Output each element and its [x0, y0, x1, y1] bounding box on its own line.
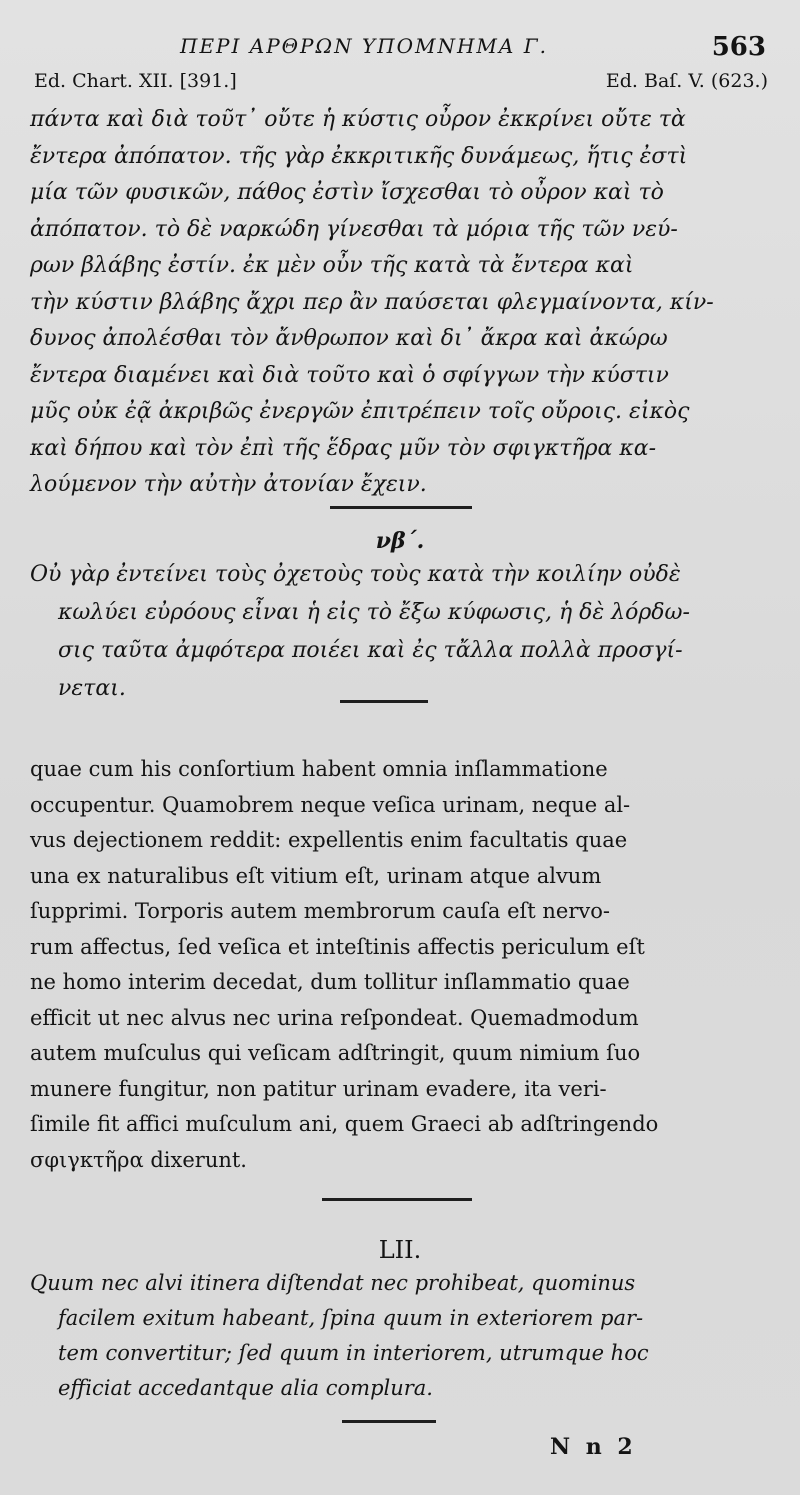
printer-signature-mark: N n 2	[550, 1434, 637, 1460]
section-divider	[342, 1420, 436, 1423]
greek-commentary	[30, 102, 768, 504]
latin-aphorism-line: tem convertitur; ſed quum in interiorem, utrumque hoc	[58, 1341, 649, 1365]
latin-aphorism-line: Quum nec alvi itinera diſtendat nec prohibeat, quominus	[30, 1271, 636, 1295]
greek-commentary-line: ἔντερα διαμένει καὶ διὰ τοῦτο καὶ ὁ σφίγγων τὴν κύστιν	[30, 362, 669, 388]
edition-chartier-reference: Ed. Chart. XII. [391.]	[34, 70, 237, 92]
greek-commentary-line: πάντα καὶ διὰ τοῦτ᾽ οὔτε ἡ κύστις οὖρον ἐκκρίνει οὔτε τὰ	[30, 107, 686, 132]
latin-commentary-line: ne homo interim decedat, dum tollitur inſlammatio quae	[30, 970, 630, 994]
section-divider	[340, 700, 428, 703]
section-divider	[330, 506, 472, 509]
greek-commentary-line: μία τῶν φυσικῶν, πάθος ἐστὶν ἴσχεσθαι τὸ οὖρον καὶ τὸ	[30, 180, 664, 205]
latin-commentary-line: vus dejectionem reddit: expellentis enim facultatis quae	[30, 828, 628, 852]
greek-section-number: νβ΄.	[375, 528, 425, 554]
greek-commentary-line: καὶ δήπου καὶ τὸν ἐπὶ τῆς ἕδρας μῦν τὸν σφιγκτῆρα κα-	[30, 435, 657, 461]
edition-basel-reference: Ed. Baſ. V. (623.)	[605, 70, 768, 92]
edition-references	[28, 70, 768, 98]
latin-commentary-line: rum affectus, ſed veſica et inteſtinis affectis periculum eſt	[30, 934, 645, 959]
latin-commentary-line: ſupprimi. Torporis autem membrorum cauſa eſt nervo-	[30, 899, 610, 923]
page-number: 563	[711, 32, 766, 62]
greek-commentary-line: δυνος ἀπολέσθαι τὸν ἄνθρωπον καὶ δι᾽ ἄκρα καὶ ἀκώρω	[30, 326, 668, 351]
greek-aphorism-line: κωλύει εὐρόους εἶναι ἡ εἰς τὸ ἔξω κύφωσις, ἡ δὲ λόρδω-	[58, 600, 690, 625]
latin-commentary-line: autem muſculus qui veſicam adſtringit, quum nimium ſuo	[30, 1041, 641, 1065]
latin-commentary-line: efficit ut nec alvus nec urina reſpondeat. Quemadmodum	[30, 1005, 639, 1030]
latin-commentary-line: σφιγκτῆρα dixerunt.	[30, 1147, 247, 1172]
greek-commentary-line: μῦς οὐκ ἐᾷ ἀκριβῶς ἐνεργῶν ἐπιτρέπειν τοῖς οὔροις. εἰκὸς	[30, 399, 690, 424]
latin-commentary-line: ſimile fit affici muſculum ani, quem Graeci ab adſtringendo	[30, 1112, 659, 1136]
running-head	[0, 26, 800, 66]
latin-commentary-line: munere fungitur, non patitur urinam evadere, ita veri-	[30, 1076, 607, 1101]
latin-commentary	[30, 752, 768, 1178]
latin-commentary-line: una ex naturalibus eſt vitium eſt, urinam atque alvum	[30, 863, 602, 888]
greek-commentary-line: ρων βλάβης ἐστίν. ἐκ μὲν οὖν τῆς κατὰ τὰ ἔντερα καὶ	[30, 253, 634, 278]
running-head-title: ΠΕΡΙ ΑΡΘΡΩΝ ΥΠΟΜΝΗΜΑ Γ.	[180, 34, 548, 58]
greek-commentary-line: ἔντερα ἀπόπατον. τῆς γὰρ ἐκκριτικῆς δυνάμεως, ἥτις ἐστὶ	[30, 143, 688, 169]
greek-aphorism-line: Οὐ γὰρ ἐντείνει τοὺς ὀχετοὺς τοὺς κατὰ τὴν κοιλίην οὐδὲ	[30, 562, 681, 587]
latin-aphorism-line: efficiat accedantque alia complura.	[58, 1376, 433, 1400]
latin-aphorism	[30, 1266, 768, 1406]
greek-aphorism-line: νεται.	[58, 676, 126, 701]
greek-aphorism	[30, 556, 768, 708]
latin-aphorism-line: facilem exitum habeant, ſpina quum in exteriorem par-	[58, 1306, 644, 1330]
greek-aphorism-line: σις ταῦτα ἀμφότερα ποιέει καὶ ἐς τἄλλα πολλὰ προσγί-	[58, 638, 683, 663]
latin-commentary-line: occupentur. Quamobrem neque veſica urinam, neque al-	[30, 792, 631, 817]
latin-commentary-line: quae cum his conſortium habent omnia inſlammatione	[30, 757, 608, 781]
greek-commentary-line: λούμενον τὴν αὐτὴν ἀτονίαν ἔχειν.	[30, 472, 427, 497]
section-divider	[322, 1198, 472, 1201]
greek-commentary-line: τὴν κύστιν βλάβης ἄχρι περ ἂν παύσεται φλεγμαίνοντα, κίν-	[30, 289, 714, 315]
greek-commentary-line: ἀπόπατον. τὸ δὲ ναρκώδη γίνεσθαι τὰ μόρια τῆς τῶν νεύ-	[30, 216, 678, 242]
latin-section-number: LII.	[378, 1236, 422, 1264]
